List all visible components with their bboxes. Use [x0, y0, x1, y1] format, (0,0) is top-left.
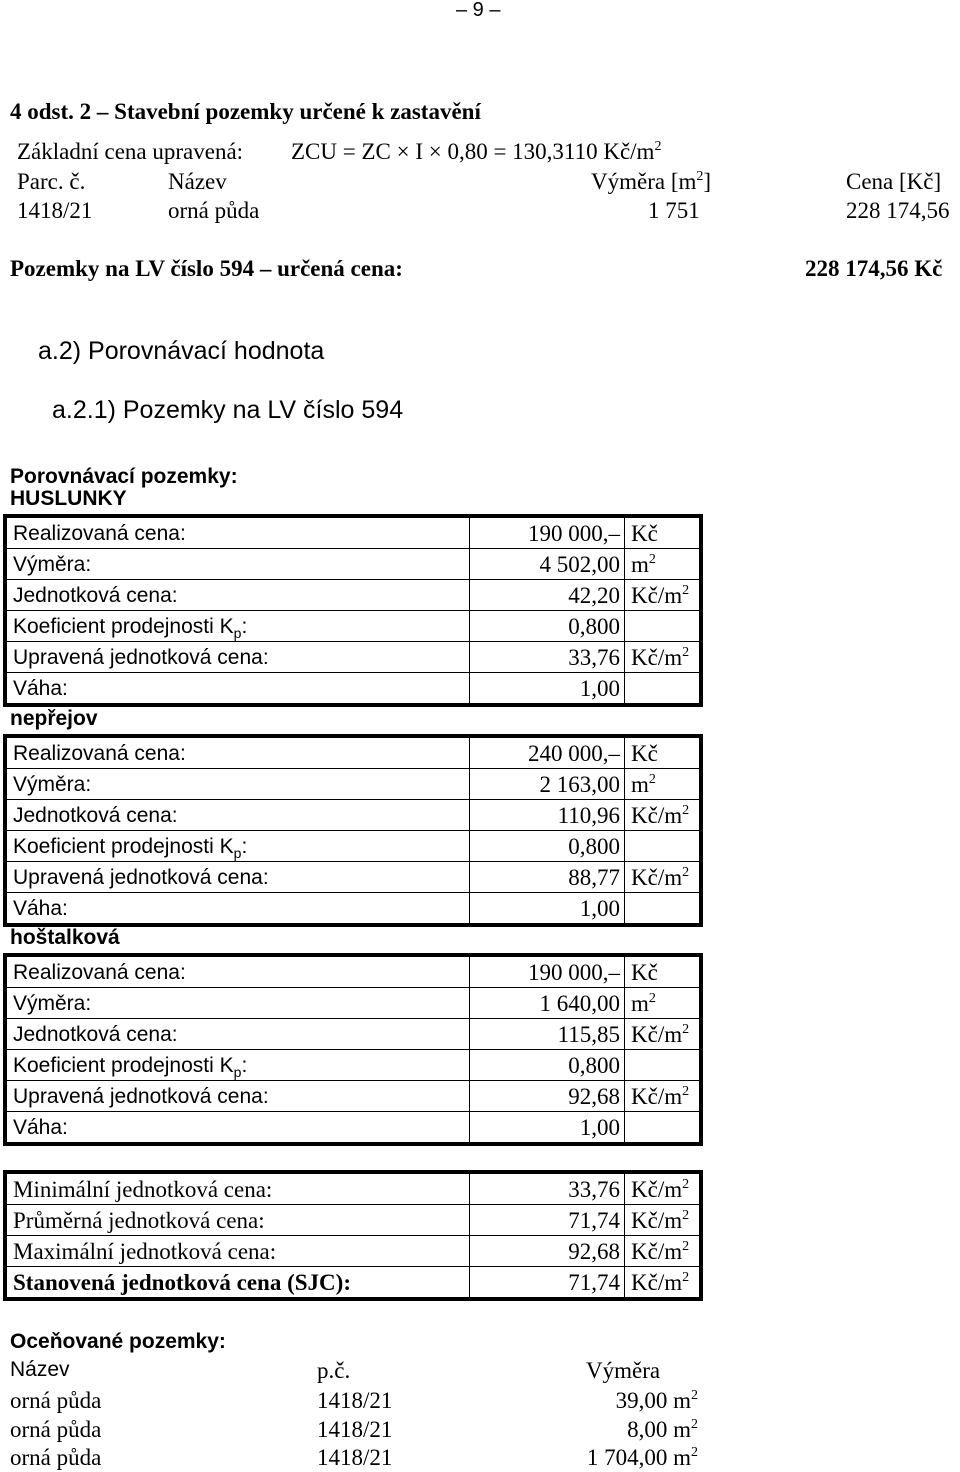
row-label-text: Jednotková cena: [13, 1022, 178, 1046]
row-label [5, 673, 470, 706]
row-label-text: Váha: [13, 676, 68, 700]
summary-table [3, 1170, 703, 1301]
row-unit-sup: 2 [682, 582, 690, 598]
group-name-hostalkova: hoštalková [10, 926, 120, 949]
row-label-text: Jednotková cena: [13, 803, 178, 827]
total-label: Pozemky na LV číslo 594 – určená cena: [10, 256, 403, 281]
row-label-post: : [241, 834, 248, 858]
row-unit-sup: 2 [648, 551, 656, 567]
row-unit-sup: 2 [648, 990, 656, 1006]
summary-row [5, 1236, 701, 1267]
summary-row [5, 1172, 701, 1205]
table-row [5, 1050, 701, 1081]
row-unit-text: Kč [631, 740, 658, 766]
row-label [5, 516, 470, 549]
row-value: 1,00 [470, 893, 625, 926]
row-value: 190 000,– [470, 955, 625, 988]
col-header-area-text: Výměra [m [591, 169, 697, 194]
row-unit-sup: 2 [682, 802, 690, 818]
row-unit [625, 549, 702, 580]
row-value: 115,85 [470, 1019, 625, 1050]
col-header-name: Název [168, 169, 227, 194]
summary-unit [625, 1236, 702, 1267]
summary-value: 33,76 [470, 1172, 625, 1205]
row-unit [625, 736, 702, 769]
row-name: orná půda [168, 198, 260, 223]
valued-row-area-text: 8,00 m [627, 1417, 691, 1442]
row-unit [625, 893, 702, 926]
base-price-label: Základní cena upravená: [17, 139, 244, 164]
row-unit [625, 1112, 702, 1145]
valued-row-name: orná půda [10, 1417, 102, 1442]
row-unit-text: m [631, 990, 649, 1016]
col-header-area [591, 170, 711, 193]
col-header-parc: Parc. č. [17, 169, 86, 194]
row-unit-text: Kč [631, 520, 658, 546]
summary-label: Stanovená jednotková cena (SJC): [5, 1267, 470, 1300]
base-price-formula [291, 140, 661, 163]
row-label [5, 893, 470, 926]
row-label [5, 1019, 470, 1050]
row-label-sub: p [233, 844, 242, 861]
row-label-post: : [241, 614, 248, 638]
col-header-price: Cena [Kč] [846, 169, 942, 194]
row-label-sub: p [233, 624, 242, 641]
row-unit [625, 1019, 702, 1050]
row-unit [625, 673, 702, 706]
row-value: 1 640,00 [470, 988, 625, 1019]
summary-value: 71,74 [470, 1267, 625, 1300]
row-label [5, 955, 470, 988]
row-unit [625, 642, 702, 673]
col-header-area-post: ] [703, 169, 712, 194]
table-row [5, 988, 701, 1019]
summary-unit [625, 1205, 702, 1236]
row-label-text: Realizovaná cena: [13, 960, 186, 984]
valued-header-parc: p.č. [317, 1358, 351, 1383]
row-label-text: Váha: [13, 896, 68, 920]
row-unit [625, 1081, 702, 1112]
summary-row [5, 1267, 701, 1300]
heading-a21: a.2.1) Pozemky na LV číslo 594 [52, 396, 404, 424]
row-unit [625, 955, 702, 988]
row-label-text: Koeficient prodejnosti K [13, 834, 234, 858]
valued-header-area: Výměra [586, 1358, 661, 1383]
row-label-sub: p [233, 1063, 242, 1080]
valued-header-name: Název [10, 1358, 70, 1381]
row-label [5, 1050, 470, 1081]
row-parc: 1418/21 [17, 198, 93, 223]
row-value: 240 000,– [470, 736, 625, 769]
total-value: 228 174,56 Kč [805, 256, 943, 281]
summary-label: Maximální jednotková cena: [5, 1236, 470, 1267]
valued-row-area [587, 1446, 698, 1469]
row-unit-text: Kč [631, 959, 658, 985]
row-unit-sup: 2 [682, 1083, 690, 1099]
row-value: 0,800 [470, 1050, 625, 1081]
summary-label: Průměrná jednotková cena: [5, 1205, 470, 1236]
row-label-text: Výměra: [13, 991, 92, 1015]
row-unit [625, 862, 702, 893]
section-heading: 4 odst. 2 – Stavební pozemky určené k zastavění [10, 99, 481, 124]
row-label [5, 736, 470, 769]
row-unit [625, 1050, 702, 1081]
row-label [5, 1081, 470, 1112]
row-unit-sup: 2 [648, 771, 656, 787]
valued-row-parc: 1418/21 [317, 1417, 393, 1442]
row-value: 110,96 [470, 800, 625, 831]
row-unit [625, 580, 702, 611]
row-unit-text: Kč/m [631, 864, 683, 890]
valued-title: Oceňované pozemky: [10, 1330, 226, 1353]
row-unit-sup: 2 [682, 864, 690, 880]
comparison-table-neprejov [3, 734, 703, 927]
summary-unit-sup: 2 [682, 1238, 690, 1254]
row-label-text: Jednotková cena: [13, 583, 178, 607]
row-label-text: Výměra: [13, 552, 92, 576]
table-row [5, 549, 701, 580]
row-value: 4 502,00 [470, 549, 625, 580]
col-header-area-sup: 2 [696, 169, 704, 184]
summary-unit-sup: 2 [682, 1176, 690, 1192]
row-unit [625, 516, 702, 549]
row-label [5, 611, 470, 642]
row-value: 1,00 [470, 1112, 625, 1145]
summary-unit-text: Kč/m [631, 1207, 683, 1233]
row-label-text: Výměra: [13, 772, 92, 796]
row-label [5, 862, 470, 893]
summary-value: 71,74 [470, 1205, 625, 1236]
group-name-huslunky: HUSLUNKY [10, 487, 127, 510]
summary-unit-text: Kč/m [631, 1238, 683, 1264]
table-row [5, 862, 701, 893]
valued-row-area [627, 1418, 698, 1441]
base-price-formula-text: ZCU = ZC × I × 0,80 = 130,3110 Kč/m [291, 139, 655, 164]
row-value: 0,800 [470, 611, 625, 642]
valued-row-area-text: 39,00 m [615, 1388, 691, 1413]
valued-row-name: orná půda [10, 1445, 102, 1470]
table-row [5, 1081, 701, 1112]
row-label [5, 800, 470, 831]
summary-unit [625, 1172, 702, 1205]
heading-a2: a.2) Porovnávací hodnota [38, 337, 325, 365]
table-row [5, 516, 701, 549]
page-number: – 9 – [456, 0, 501, 21]
row-label-text: Realizovaná cena: [13, 741, 186, 765]
valued-row-area-sup: 2 [691, 1417, 698, 1432]
summary-unit-text: Kč/m [631, 1269, 683, 1295]
row-value: 33,76 [470, 642, 625, 673]
table-row [5, 642, 701, 673]
comparison-table-hostalkova [3, 953, 703, 1146]
row-label-text: Upravená jednotková cena: [13, 1084, 269, 1108]
row-label-text: Koeficient prodejnosti K [13, 614, 234, 638]
row-unit [625, 831, 702, 862]
summary-unit [625, 1267, 702, 1300]
table-row [5, 831, 701, 862]
base-price-sup: 2 [654, 139, 662, 154]
row-value: 2 163,00 [470, 769, 625, 800]
row-unit-text: Kč/m [631, 582, 683, 608]
row-label-text: Upravená jednotková cena: [13, 645, 269, 669]
summary-label: Minimální jednotková cena: [13, 1176, 273, 1202]
table-row [5, 736, 701, 769]
row-label-text: Váha: [13, 1115, 68, 1139]
row-label [5, 831, 470, 862]
row-label [5, 1112, 470, 1145]
row-label [5, 549, 470, 580]
row-unit-text: m [631, 771, 649, 797]
row-label-text: Realizovaná cena: [13, 521, 186, 545]
row-unit-text: Kč/m [631, 1083, 683, 1109]
row-unit-sup: 2 [682, 644, 690, 660]
table-row [5, 1019, 701, 1050]
summary-row [5, 1205, 701, 1236]
row-price: 228 174,56 [846, 198, 950, 223]
row-area: 1 751 [648, 198, 700, 223]
valued-row-parc: 1418/21 [317, 1388, 393, 1413]
valued-row-name: orná půda [10, 1388, 102, 1413]
table-row [5, 673, 701, 706]
row-value: 0,800 [470, 831, 625, 862]
comparison-title: Porovnávací pozemky: [10, 465, 238, 488]
summary-unit-sup: 2 [682, 1269, 690, 1285]
row-unit [625, 769, 702, 800]
row-label-text: Koeficient prodejnosti K [13, 1053, 234, 1077]
row-label [5, 988, 470, 1019]
row-label [5, 642, 470, 673]
table-row [5, 893, 701, 926]
row-label-text: Upravená jednotková cena: [13, 865, 269, 889]
valued-row-area [616, 1389, 698, 1412]
table-row [5, 1112, 701, 1145]
valued-row-area-text: 1 704,00 m [586, 1445, 691, 1470]
row-value: 88,77 [470, 862, 625, 893]
row-unit [625, 988, 702, 1019]
row-value: 92,68 [470, 1081, 625, 1112]
row-unit-text: m [631, 551, 649, 577]
valued-row-area-sup: 2 [691, 1445, 698, 1460]
row-unit [625, 611, 702, 642]
row-unit [625, 800, 702, 831]
row-label-post: : [241, 1053, 248, 1077]
table-row [5, 580, 701, 611]
row-value: 42,20 [470, 580, 625, 611]
summary-unit-text: Kč/m [631, 1176, 683, 1202]
row-value: 190 000,– [470, 516, 625, 549]
row-label [5, 580, 470, 611]
table-row [5, 955, 701, 988]
table-row [5, 769, 701, 800]
table-row [5, 611, 701, 642]
table-row [5, 800, 701, 831]
row-label [5, 769, 470, 800]
row-unit-text: Kč/m [631, 1021, 683, 1047]
valued-row-parc: 1418/21 [317, 1445, 393, 1470]
summary-value: 92,68 [470, 1236, 625, 1267]
row-unit-sup: 2 [682, 1021, 690, 1037]
row-unit-text: Kč/m [631, 644, 683, 670]
summary-unit-sup: 2 [682, 1207, 690, 1223]
row-value: 1,00 [470, 673, 625, 706]
row-unit-text: Kč/m [631, 802, 683, 828]
group-name-neprejov: nepřejov [10, 707, 98, 730]
valued-row-area-sup: 2 [691, 1388, 698, 1403]
comparison-table-huslunky [3, 514, 703, 707]
